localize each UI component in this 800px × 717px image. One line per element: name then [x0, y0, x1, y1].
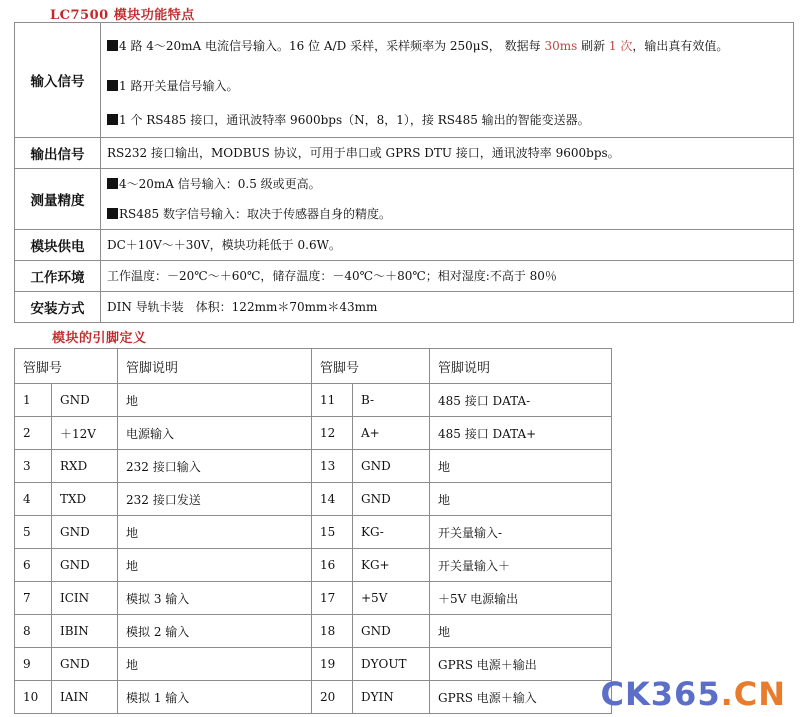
pin-cell-d1: 地: [118, 648, 312, 681]
table-row: [15, 450, 612, 483]
feature-row-output: [15, 138, 794, 169]
table-row: [15, 549, 612, 582]
pin-cell-n1: 9: [15, 648, 52, 681]
pin-cell-n2: 17: [312, 582, 353, 615]
feature-label: 模块供电: [15, 230, 101, 261]
feature-content: [101, 23, 794, 138]
pin-cell-s2: GND: [353, 615, 430, 648]
pin-cell-d2: 485 接口 DATA-: [430, 384, 612, 417]
pins-table: [14, 348, 612, 714]
header-pin-desc: 管脚说明: [118, 349, 312, 384]
pin-cell-s1: IAIN: [52, 681, 118, 714]
pin-cell-n1: 1: [15, 384, 52, 417]
pin-cell-d1: 地: [118, 384, 312, 417]
feature-label: 输入信号: [15, 23, 101, 138]
pin-cell-s2: +5V: [353, 582, 430, 615]
header-pin-desc: 管脚说明: [430, 349, 612, 384]
pin-cell-d1: 232 接口发送: [118, 483, 312, 516]
feature-label: 测量精度: [15, 169, 101, 230]
feature-label: 安装方式: [15, 292, 101, 323]
bullet-square-icon: [107, 208, 118, 219]
bullet-square-icon: [107, 178, 118, 189]
feature-text: DIN 导轨卡装 体积：122mm＊70mm＊43mm: [107, 300, 378, 314]
pin-cell-n1: 4: [15, 483, 52, 516]
table-row: [15, 483, 612, 516]
pin-cell-n2: 11: [312, 384, 353, 417]
pin-cell-d1: 地: [118, 516, 312, 549]
pin-cell-s2: GND: [353, 450, 430, 483]
feature-label: 工作环境: [15, 261, 101, 292]
feature-text: RS232 接口输出，MODBUS 协议，可用于串口或 GPRS DTU 接口，通讯波特率 9600bps。: [107, 146, 620, 160]
pin-cell-n1: 7: [15, 582, 52, 615]
feature-text: DC＋10V～＋30V，模块功耗低于 0.6W。: [107, 238, 341, 252]
pin-cell-s1: IBIN: [52, 615, 118, 648]
watermark-logo: CK365.CN: [600, 675, 786, 713]
pin-cell-n1: 6: [15, 549, 52, 582]
pin-cell-s1: GND: [52, 384, 118, 417]
pin-cell-d1: 232 接口输入: [118, 450, 312, 483]
pin-cell-s2: DYOUT: [353, 648, 430, 681]
feature-row-mount: [15, 292, 794, 323]
pin-cell-d1: 电源输入: [118, 417, 312, 450]
pins-header-row: [15, 349, 612, 384]
table-row: [15, 516, 612, 549]
pin-cell-s1: GND: [52, 516, 118, 549]
pin-cell-d2: 地: [430, 450, 612, 483]
pin-cell-d2: 开关量输入-: [430, 516, 612, 549]
pin-cell-d2: 地: [430, 615, 612, 648]
pin-cell-d2: ＋5V 电源输出: [430, 582, 612, 615]
table-row: [15, 582, 612, 615]
table-row: [15, 384, 612, 417]
features-table: [14, 22, 794, 323]
pin-cell-n2: 19: [312, 648, 353, 681]
feature-line: 1 路开关量信号输入。: [107, 69, 793, 103]
bullet-square-icon: [107, 114, 118, 125]
table-row: [15, 681, 612, 714]
table-row: [15, 417, 612, 450]
pin-cell-s2: GND: [353, 483, 430, 516]
header-pin-no: 管脚号: [312, 349, 430, 384]
pin-cell-n2: 20: [312, 681, 353, 714]
pin-cell-n1: 5: [15, 516, 52, 549]
pin-cell-n1: 2: [15, 417, 52, 450]
pin-cell-s1: GND: [52, 648, 118, 681]
pin-cell-d2: 开关量输入＋: [430, 549, 612, 582]
pin-cell-d2: GPRS 电源＋输入: [430, 681, 612, 714]
pin-cell-d1: 模拟 3 输入: [118, 582, 312, 615]
feature-row-power: [15, 230, 794, 261]
pin-cell-d2: 地: [430, 483, 612, 516]
header-pin-no: 管脚号: [15, 349, 118, 384]
pin-cell-s2: DYIN: [353, 681, 430, 714]
pin-cell-n2: 12: [312, 417, 353, 450]
pin-cell-s1: RXD: [52, 450, 118, 483]
feature-row-input: [15, 23, 794, 138]
pin-cell-d2: GPRS 电源＋输出: [430, 648, 612, 681]
bullet-square-icon: [107, 80, 118, 91]
pin-cell-s2: A+: [353, 417, 430, 450]
table-row: [15, 648, 612, 681]
pin-cell-n2: 13: [312, 450, 353, 483]
feature-label: 输出信号: [15, 138, 101, 169]
feature-row-accuracy: [15, 169, 794, 230]
pin-cell-s1: GND: [52, 549, 118, 582]
pin-cell-d1: 模拟 1 输入: [118, 681, 312, 714]
feature-line: 4 路 4～20mA 电流信号输入。16 位 A/D 采样，采样频率为 250μS， 数据每 30ms 刷新 1 次，输出真有效值。: [107, 23, 793, 69]
pin-cell-n2: 16: [312, 549, 353, 582]
pin-cell-s2: B-: [353, 384, 430, 417]
feature-line: 4～20mA 信号输入：0.5 级或更高。: [107, 169, 793, 199]
pin-cell-n1: 10: [15, 681, 52, 714]
pin-cell-s1: ＋12V: [52, 417, 118, 450]
pins-title: 模块的引脚定义: [52, 331, 147, 346]
pin-cell-n1: 8: [15, 615, 52, 648]
pin-cell-s1: ICIN: [52, 582, 118, 615]
pin-cell-n2: 14: [312, 483, 353, 516]
pin-cell-s2: KG-: [353, 516, 430, 549]
bullet-square-icon: [107, 40, 118, 51]
feature-line: RS485 数字信号输入：取决于传感器自身的精度。: [107, 199, 793, 229]
pin-cell-d1: 模拟 2 输入: [118, 615, 312, 648]
pin-cell-n2: 15: [312, 516, 353, 549]
pin-cell-d2: 485 接口 DATA+: [430, 417, 612, 450]
pin-cell-n2: 18: [312, 615, 353, 648]
pin-cell-s2: KG+: [353, 549, 430, 582]
feature-line: 1 个 RS485 接口，通讯波特率 9600bps（N，8，1），接 RS485 输出的智能变送器。: [107, 103, 793, 137]
pin-cell-n1: 3: [15, 450, 52, 483]
table-row: [15, 615, 612, 648]
feature-text: 工作温度：－20℃～＋60℃，储存温度：－40℃～＋80℃；相对湿度:不高于 80％: [107, 269, 557, 283]
feature-row-env: [15, 261, 794, 292]
features-title: LC7500 模块功能特点: [50, 8, 195, 23]
pin-cell-d1: 地: [118, 549, 312, 582]
pin-cell-s1: TXD: [52, 483, 118, 516]
